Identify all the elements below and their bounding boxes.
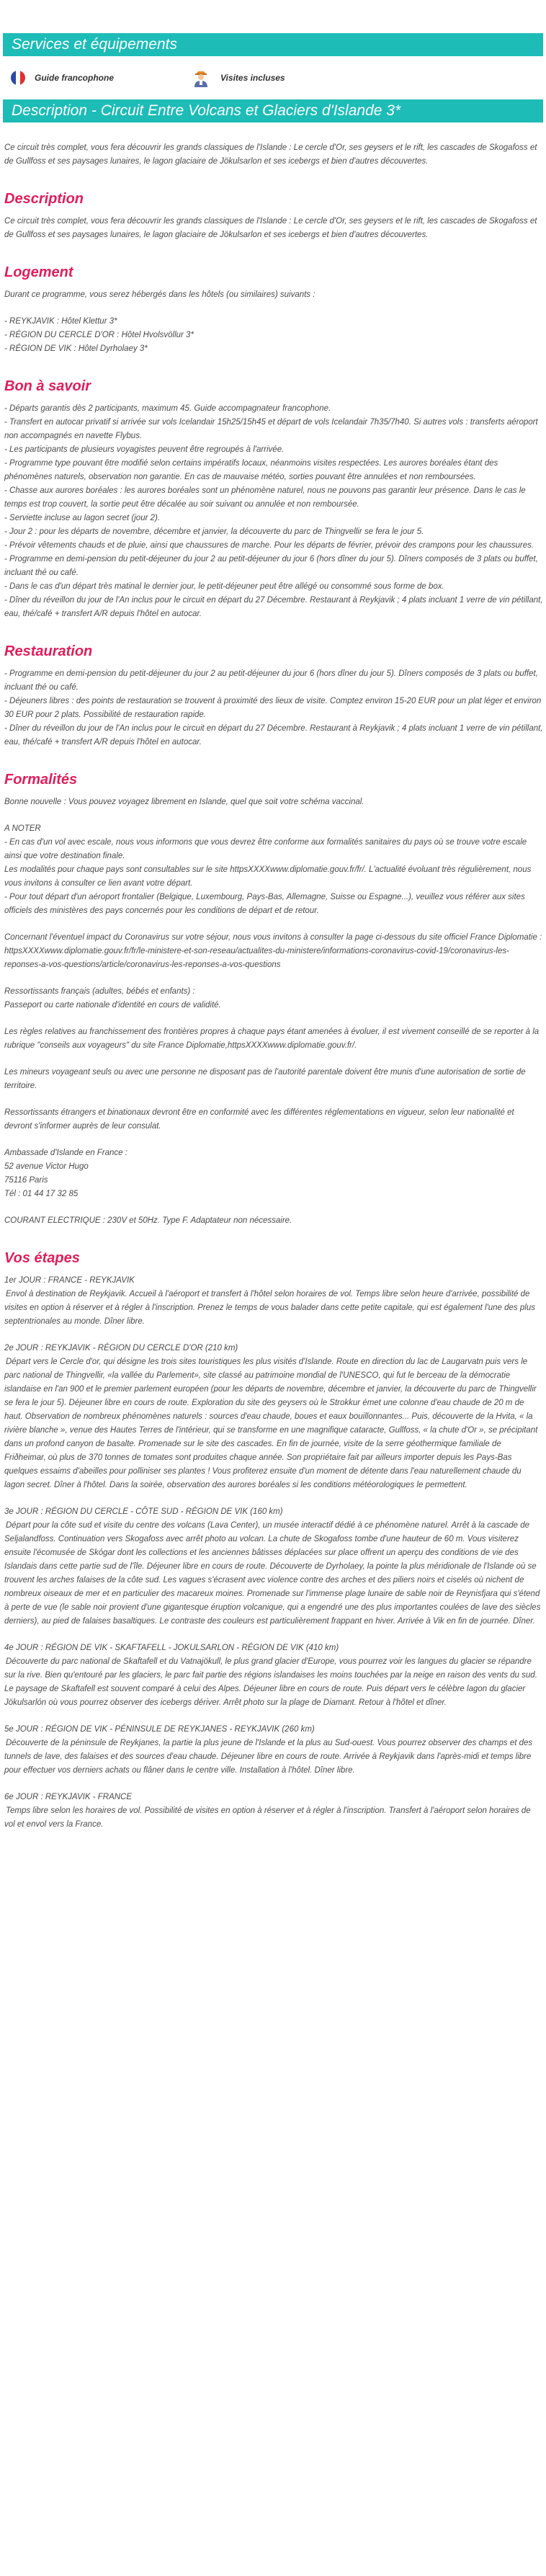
logement-intro: Durant ce programme, vous serez hébergés dans les hôtels (ou similaires) suivants : [4,290,315,299]
restauration-title: Restauration [4,643,93,659]
stage-day-5 [4,1723,543,1778]
hotel-item: - RÉGION DE VIK : Hôtel Dyrholaey 3* [4,344,148,353]
service-guide [10,70,190,86]
guide-person-icon [190,67,212,89]
stage-title: 3e JOUR : RÉGION DU CERCLE - CÔTE SUD - RÉGION DE VIK (160 km) [4,1507,283,1516]
embassy-address: Ambassade d'Islande en France : 52 avenue Victor Hugo 75116 Paris Tél : 01 44 17 32 85 [4,1149,127,1198]
formalites-paragraph: Ressortissants étrangers et binationaux devront être en conformité avec les différentes réglementations en vigueur, selon leur nationalité et devront s'informer auprès de leur consulat. [4,1108,516,1131]
formalites-paragraph: Ressortissants français (adultes, bébés et enfants) : Passeport ou carte nationale d'identité en cours de validité. [4,987,221,1010]
restauration-text: - Programme en demi-pension du petit-déjeuner du jour 2 au petit-déjeuner du jour 6 (hors dîner du jour 5). Dîners composés de 3 plats ou buffet, incluant thé ou café. - Déjeuners libres : des points de restauration se trouvent à proximité des lieux de visite. Comptez environ 15-20 EUR pour un plat léger et environ 30 EUR pour 2 plats. Possibilité de restauration rapide. - Dîner du réveillon du jour de l'An inclus pour le circuit en départ du 27 Décembre. Restaurant à Reykjavik ; 4 plats incluant 1 verre de vin pétillant, eau, thé/café + transfert A/R depuis l'hôtel en autocar. [4,669,543,746]
stage-day-6 [4,1791,543,1832]
services-banner: Services et équipements [3,33,543,56]
description-title: Description [4,191,84,207]
formalites-paragraph: Les règles relatives au franchissement des frontières propres à chaque pays étant amenées à évoluer, il est vivement conseillé de se reporter à la rubrique "conseils aux voyageurs" du site France Diplomatie,httpsXXXXwww.diplomatie.gouv.fr/. [4,1028,542,1050]
stage-title: 5e JOUR : RÉGION DE VIK - PÉNINSULE DE REYKJANES - REYKJAVIK (260 km) [4,1725,315,1734]
description-text: Ce circuit très complet, vous fera découvrir les grands classiques de l'Islande : Le cercle d'Or, ses geysers et le rift, les cascades de Skogafoss et de Gullfoss et ses paysages lunaires, le lagon glaciaire de Jökulsarlon et ses icebergs et bien d'autres découvertes. [4,217,540,239]
stage-title: 1er JOUR : FRANCE - REYKJAVIK [4,1276,135,1285]
services-list [3,56,543,99]
hotel-item: - RÉGION DU CERCLE D'OR : Hôtel Hvolsvöllur 3* [4,331,194,339]
service-visits-label: Visites incluses [220,72,285,83]
description-banner: Description - Circuit Entre Volcans et Glaciers d'Islande 3* [3,99,543,122]
service-guide-label: Guide francophone [35,72,115,83]
hotel-item: - REYKJAVIK : Hôtel Klettur 3* [4,317,117,326]
formalites-paragraph: Bonne nouvelle : Vous pouvez voyagez librement en Islande, quel que soit votre schéma vaccinal. [4,798,364,806]
stage-day-4 [4,1641,543,1710]
stage-day-2 [4,1342,543,1492]
formalites-paragraph: A NOTER - En cas d'un vol avec escale, nous vous informons que vous devrez être conforme aux formalités sanitaires du pays où se trouve votre escale ainsi que votre destination finale. Les modalités pour chaque pays sont consultables sur le site httpsXXXXwww.diplomatie.gouv.fr/fr/. L'actualité évoluant très régulièrement, nous vous invitons à consulter ce lien avant votre départ. - Pour tout départ d'un aéroport frontalier (Belgique, Luxembourg, Pays-Bas, Allemagne, Suisse ou Espagne...), veuillez vous référer aux sites officiels des ministères des pays concernés pour les conditions de départ et de retour. [4,824,532,915]
stage-title: 2e JOUR : REYKJAVIK - RÉGION DU CERCLE D'OR (210 km) [4,1344,238,1352]
stage-day-3 [4,1505,543,1628]
logement-title: Logement [4,264,73,280]
stage-title: 6e JOUR : REYKJAVIK - FRANCE [4,1793,133,1801]
french-flag-icon [10,70,26,86]
stage-day-1 [4,1274,543,1329]
formalites-paragraph: Concernant l'éventuel impact du Coronavirus sur votre séjour, nous vous invitons à consulter la page ci-dessous du site officiel France Diplomatie : httpsXXXXwww.diplomatie.gouv.fr/fr/le-ministere-et-son-reseau/actualites-du-ministere/informations-coronavirus-covid-19/coronavirus-les-reponses-a-vos-questions/article/coronavirus-les-reponses-a-vos-questions [4,933,542,969]
bon-a-savoir-title: Bon à savoir [4,378,91,394]
stage-text: Départ vers le Cercle d'or, qui désigne les trois sites touristiques les plus visités d'Islande. Route en direction du lac de Laugarvatn puis vers le parc national de Thingvellir, «la vallée du Parlement», site classé au patrimoine mondial de l'UNESCO, qui fut le berceau de la démocratie islandaise en l'an 900 et le premier parlement européen (pour les départs de novembre, décembre et janvier, la découverte du parc de Thingvellir se fera le jour 5). Déjeuner libre en cours de route. Exploration du site des geysers où le Strokkur émet une colonne d'eau chaude de 20 m de haut. Observation de nombreux phénomènes naturels : sources d'eau chaude, boues et eaux bouillonnantes... Puis, découverte de la Hvita, « la rivière blanche », venue des Hautes Terres de l'intérieur, qui se transforme en une magnifique cataracte, Gullfoss, « la chute d'Or », se précipitant dans un profond canyon de basalte. Promenade sur le site des cascades. En fin de journée, visite de la serre géothermique familiale de Friðheimar, où plus de 370 tonnes de tomates sont produites chaque année. Son propriétaire fait par ailleurs importer depuis les Pays-Bas quelques essaims d'abeilles pour polliniser ses plantes ! Vous profiterez ensuite d'un moment de détente dans l'eau naturellement chaude du lagon secret. Dîner à l'hôtel. Dans la soirée, observation des aurores boréales si les conditions météorologiques le permettent. [4,1358,540,1489]
stage-text: Découverte de la péninsule de Reykjanes, la partie la plus jeune de l'Islande et la plus au Sud-ouest. Vous pourrez observer des champs et des tunnels de lave, des falaises et des sources d'eau chaude. Déjeuner libre en cours de route. Arrivée à Reykjavik dans l'après-midi et temps libre pour effectuer vos derniers achats ou flâner dans le centre ville. Installation à l'hôtel. Dîner libre. [4,1739,535,1775]
formalites-paragraph: Les mineurs voyageant seuls ou avec une personne ne disposant pas de l'autorité parentale doivent être munis d'une autorisation de sortie de territoire. [4,1068,528,1090]
etapes-title: Vos étapes [4,1250,80,1266]
service-visits [190,67,370,89]
stage-text: Temps libre selon les horaires de vol. Possibilité de visites en option à réserver et à régler à l'inscription. Transfert à l'aéroport selon horaires de vol et envol vers la France. [4,1806,533,1829]
stage-text: Découverte du parc national de Skaftafell et du Vatnajökull, le plus grand glacier d'Europe, vous pourrez voir les langues du glacier se répandre sur la rive. Bien qu'entouré par les glaciers, le parc fait partie des régions islandaises les moins touchées par la neige en raison des vents du sud. Le paysage de Skaftafell est souvent comparé à celui des Alpes. Déjeuner libre en cours de route. Puis départ vers le célèbre lagon du glacier Jökulsarlón où vous pourrez observer des icebergs dériver. Arrêt photo sur la plage de Diamant. Retour à l'hôtel et dîner. [4,1657,540,1707]
stage-title: 4e JOUR : RÉGION DE VIK - SKAFTAFELL - JOKULSARLON - RÉGION DE VIK (410 km) [4,1644,339,1652]
stage-text: Envol à destination de Reykjavik. Accueil à l'aéroport et transfert à l'hôtel selon horaires de vol. Temps libre selon heure d'arrivée, possibilité de visites en option à réserver et à régler à l'inscription. Prenez le temps de vous balader dans cette petite capitale, qui est également l'une des plus septentrionales au monde. Dîner libre. [4,1290,538,1326]
formalites-title: Formalités [4,772,78,788]
bon-a-savoir-text: - Départs garantis dès 2 participants, maximum 45. Guide accompagnateur francophone. - Transfert en autocar privatif si arrivée sur vols Icelandair 15h25/15h45 et départ de vols Icelandair 7h35/7h40. Si autres vols : transferts aéroport non accompagnés en navette Flybus. - Les participants de plusieurs voyagistes peuvent être regroupés à l'arrivée. - Programme type pouvant être modifié selon certains impératifs locaux, néanmoins visites respectées. Les aurores boréales étant des phénomènes naturels, observation non garantie. En cas de mauvaise météo, sorties pouvant être annulées et non remboursées. - Chasse aux aurores boréales : les aurores boréales sont un phénomène naturel, nous ne pouvons pas garantir leur présence. Dans le cas le temps est trop couvert, la sortie peut être décalée au soir suivant ou annulée et non remboursée. - Serviette incluse au lagon secret (jour 2). - Jour 2 : pour les départs de novembre, décembre et janvier, la découverte du parc de Thingvellir se fera le jour 5. - Prévoir vêtements chauds et de pluie, ainsi que chaussures de marche. Pour les départs de février, prévoir des crampons pour les chaussures. - Programme en demi-pension du petit-déjeuner du jour 2 au petit-déjeuner du jour 6 (hors dîner du jour 5). Dîners composés de 3 plats ou buffet, incluant thé ou café. - Dans le cas d'un départ très matinal le dernier jour, le petit-déjeuner peut être allégé ou consommé sous forme de box. - Dîner du réveillon du jour de l'An inclus pour le circuit en départ du 27 Décembre. Restaurant à Reykjavik ; 4 plats incluant 1 verre de vin pétillant, eau, thé/café + transfert A/R depuis l'hôtel en autocar. [4,404,543,618]
stage-text: Départ pour la côte sud et visite du centre des volcans (Lava Center), un musée interactif dédié à ce phénomène naturel. Arrêt à la cascade de Seljalandfoss. Continuation vers Skogafoss avec arrêt photo au volcan. La chute de Skogafoss tombe d'une hauteur de 60 m. Vous visiterez ensuite l'écomusée de Skógar dont les collections et les anciennes bâtisses déplacées sur place offrent un aperçu des conditions de vie des Islandais dans cette partie sud de l'île. Déjeuner libre en cours de route. Découverte de Dyrholaey, la pointe la plus méridionale de l'Islande où se trouvent les arches falaises de la côte sud. Les vagues s'écrasent avec violence contre des arches et des piliers noirs et ciselés où nichent de nombreux oiseaux de mer et en particulier des macareux moines. Promenade sur l'immense plage lunaire de sable noir de Reynisfjara qui s'étend à perte de vue (le sable noir provient d'une gigantesque éruption volcanique, qui a engendré une des plus importantes coulées de lave des siècles derniers), au pied de falaises basaltiques. Le contraste des couleurs est particulièrement frappant en hiver. Arrivée à Vik en fin de journée. Dîner. [4,1521,543,1626]
intro-text: Ce circuit très complet, vous fera découvrir les grands classiques de l'Islande : Le cercle d'Or, ses geysers et le rift, les cascades de Skogafoss et de Gullfoss et ses paysages lunaires, le lagon glaciaire de Jökulsarlon et ses icebergs et bien d'autres découvertes. [4,143,540,166]
electricity-info: COURANT ELECTRIQUE : 230V et 50Hz. Type F. Adaptateur non nécessaire. [4,1216,292,1225]
